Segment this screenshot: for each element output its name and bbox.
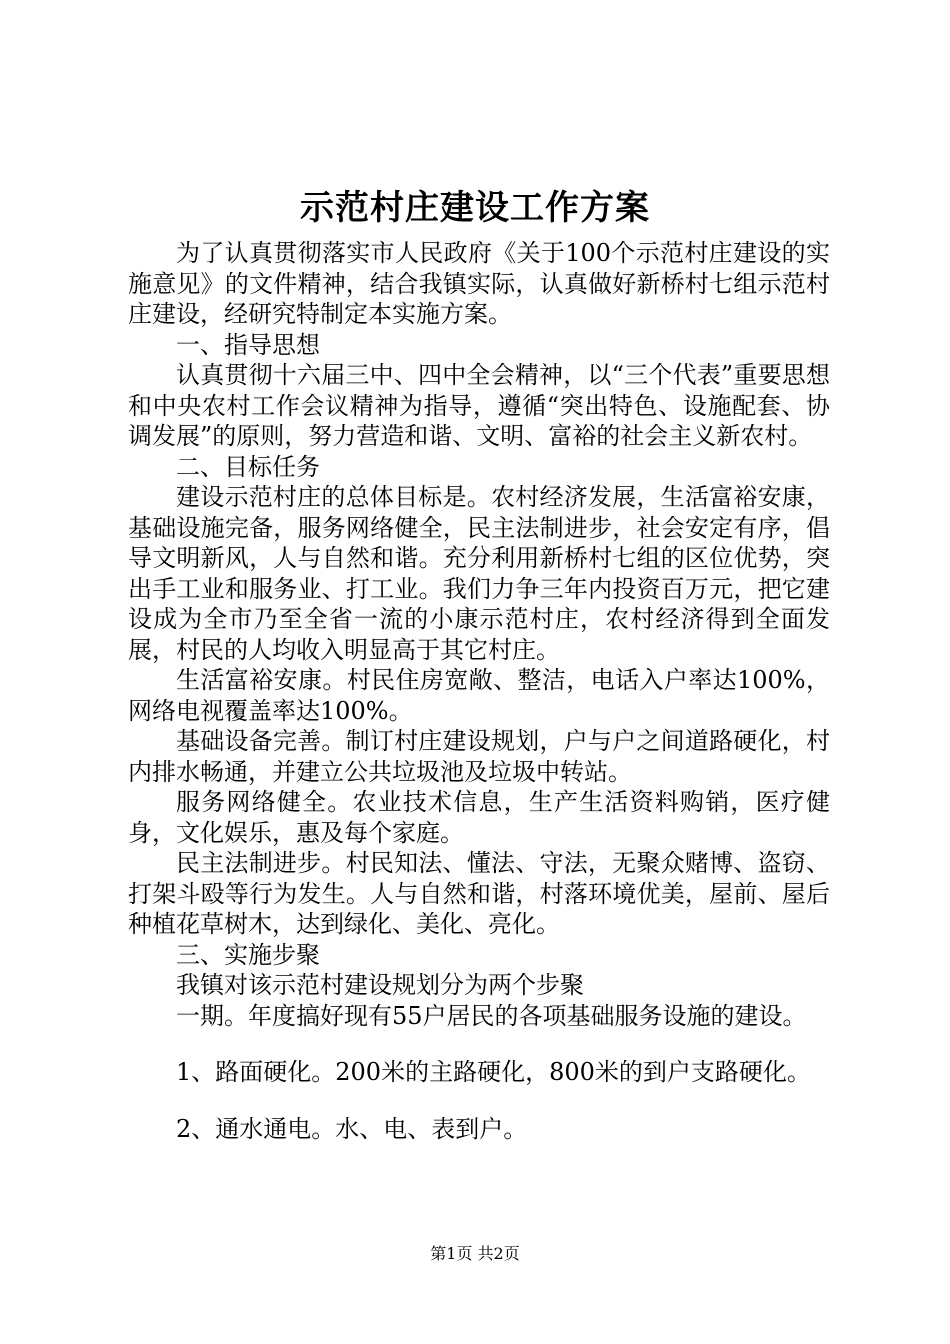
- intro-paragraph: 为了认真贯彻落实市人民政府《关于100个示范村庄建设的实施意见》的文件精神，结合我镇实际，认真做好新桥村七组示范村庄建设，经研究特制定本实施方案。: [128, 239, 830, 328]
- section-heading-steps: 三、实施步聚: [176, 940, 320, 969]
- guiding-thought-paragraph: 认真贯彻十六届三中、四中全会精神，以“三个代表”重要思想和中央农村工作会议精神为指导，遵循“突出特色、设施配套、协调发展”的原则，努力营造和谐、文明、富裕的社会主义新农村。: [128, 361, 830, 450]
- document-title: 示范村庄建设工作方案: [300, 188, 650, 228]
- goal-service-paragraph: 服务网络健全。农业技术信息，生产生活资料购销，医疗健身，文化娱乐，惠及每个家庭。: [128, 788, 830, 847]
- goal-legal-paragraph: 民主法制进步。村民知法、懂法、守法，无聚众赌博、盗窃、打架斗殴等行为发生。人与自然和谐，村落环境优美，屋前、屋后种植花草树木，达到绿化、美化、亮化。: [128, 849, 830, 938]
- goals-paragraph: 建设示范村庄的总体目标是。农村经济发展，生活富裕安康，基础设施完备，服务网络健全，民主法制进步，社会安定有序，倡导文明新风，人与自然和谐。充分利用新桥村七组的区位优势，突出手工业和服务业、打工业。我们力争三年内投资百万元，把它建设成为全市乃至全省一流的小康示范村庄，农村经济得到全面发展，村民的人均收入明显高于其它村庄。: [128, 483, 830, 664]
- section-heading-guiding-thought: 一、指导思想: [176, 330, 320, 359]
- phase-one-paragraph: 一期。年度搞好现有55户居民的各项基础服务设施的建设。: [176, 1001, 807, 1030]
- goal-living-paragraph: 生活富裕安康。村民住房宽敞、整洁，电话入户率达100%，网络电视覆盖率达100%。: [128, 666, 830, 725]
- road-hardening-item: 1、路面硬化。200米的主路硬化，800米的到户支路硬化。: [176, 1058, 811, 1086]
- document-body: [128, 238, 830, 1144]
- page-footer: 第1页 共2页: [430, 1244, 520, 1263]
- steps-intro-paragraph: 我镇对该示范村建设规划分为两个步聚: [176, 971, 584, 999]
- goal-infrastructure-paragraph: 基础设备完善。制订村庄建设规划，户与户之间道路硬化，村内排水畅通，并建立公共垃圾池及垃圾中转站。: [128, 727, 830, 786]
- section-heading-goals: 二、目标任务: [176, 452, 320, 481]
- water-electricity-item: 2、通水通电。水、电、表到户。: [176, 1114, 528, 1143]
